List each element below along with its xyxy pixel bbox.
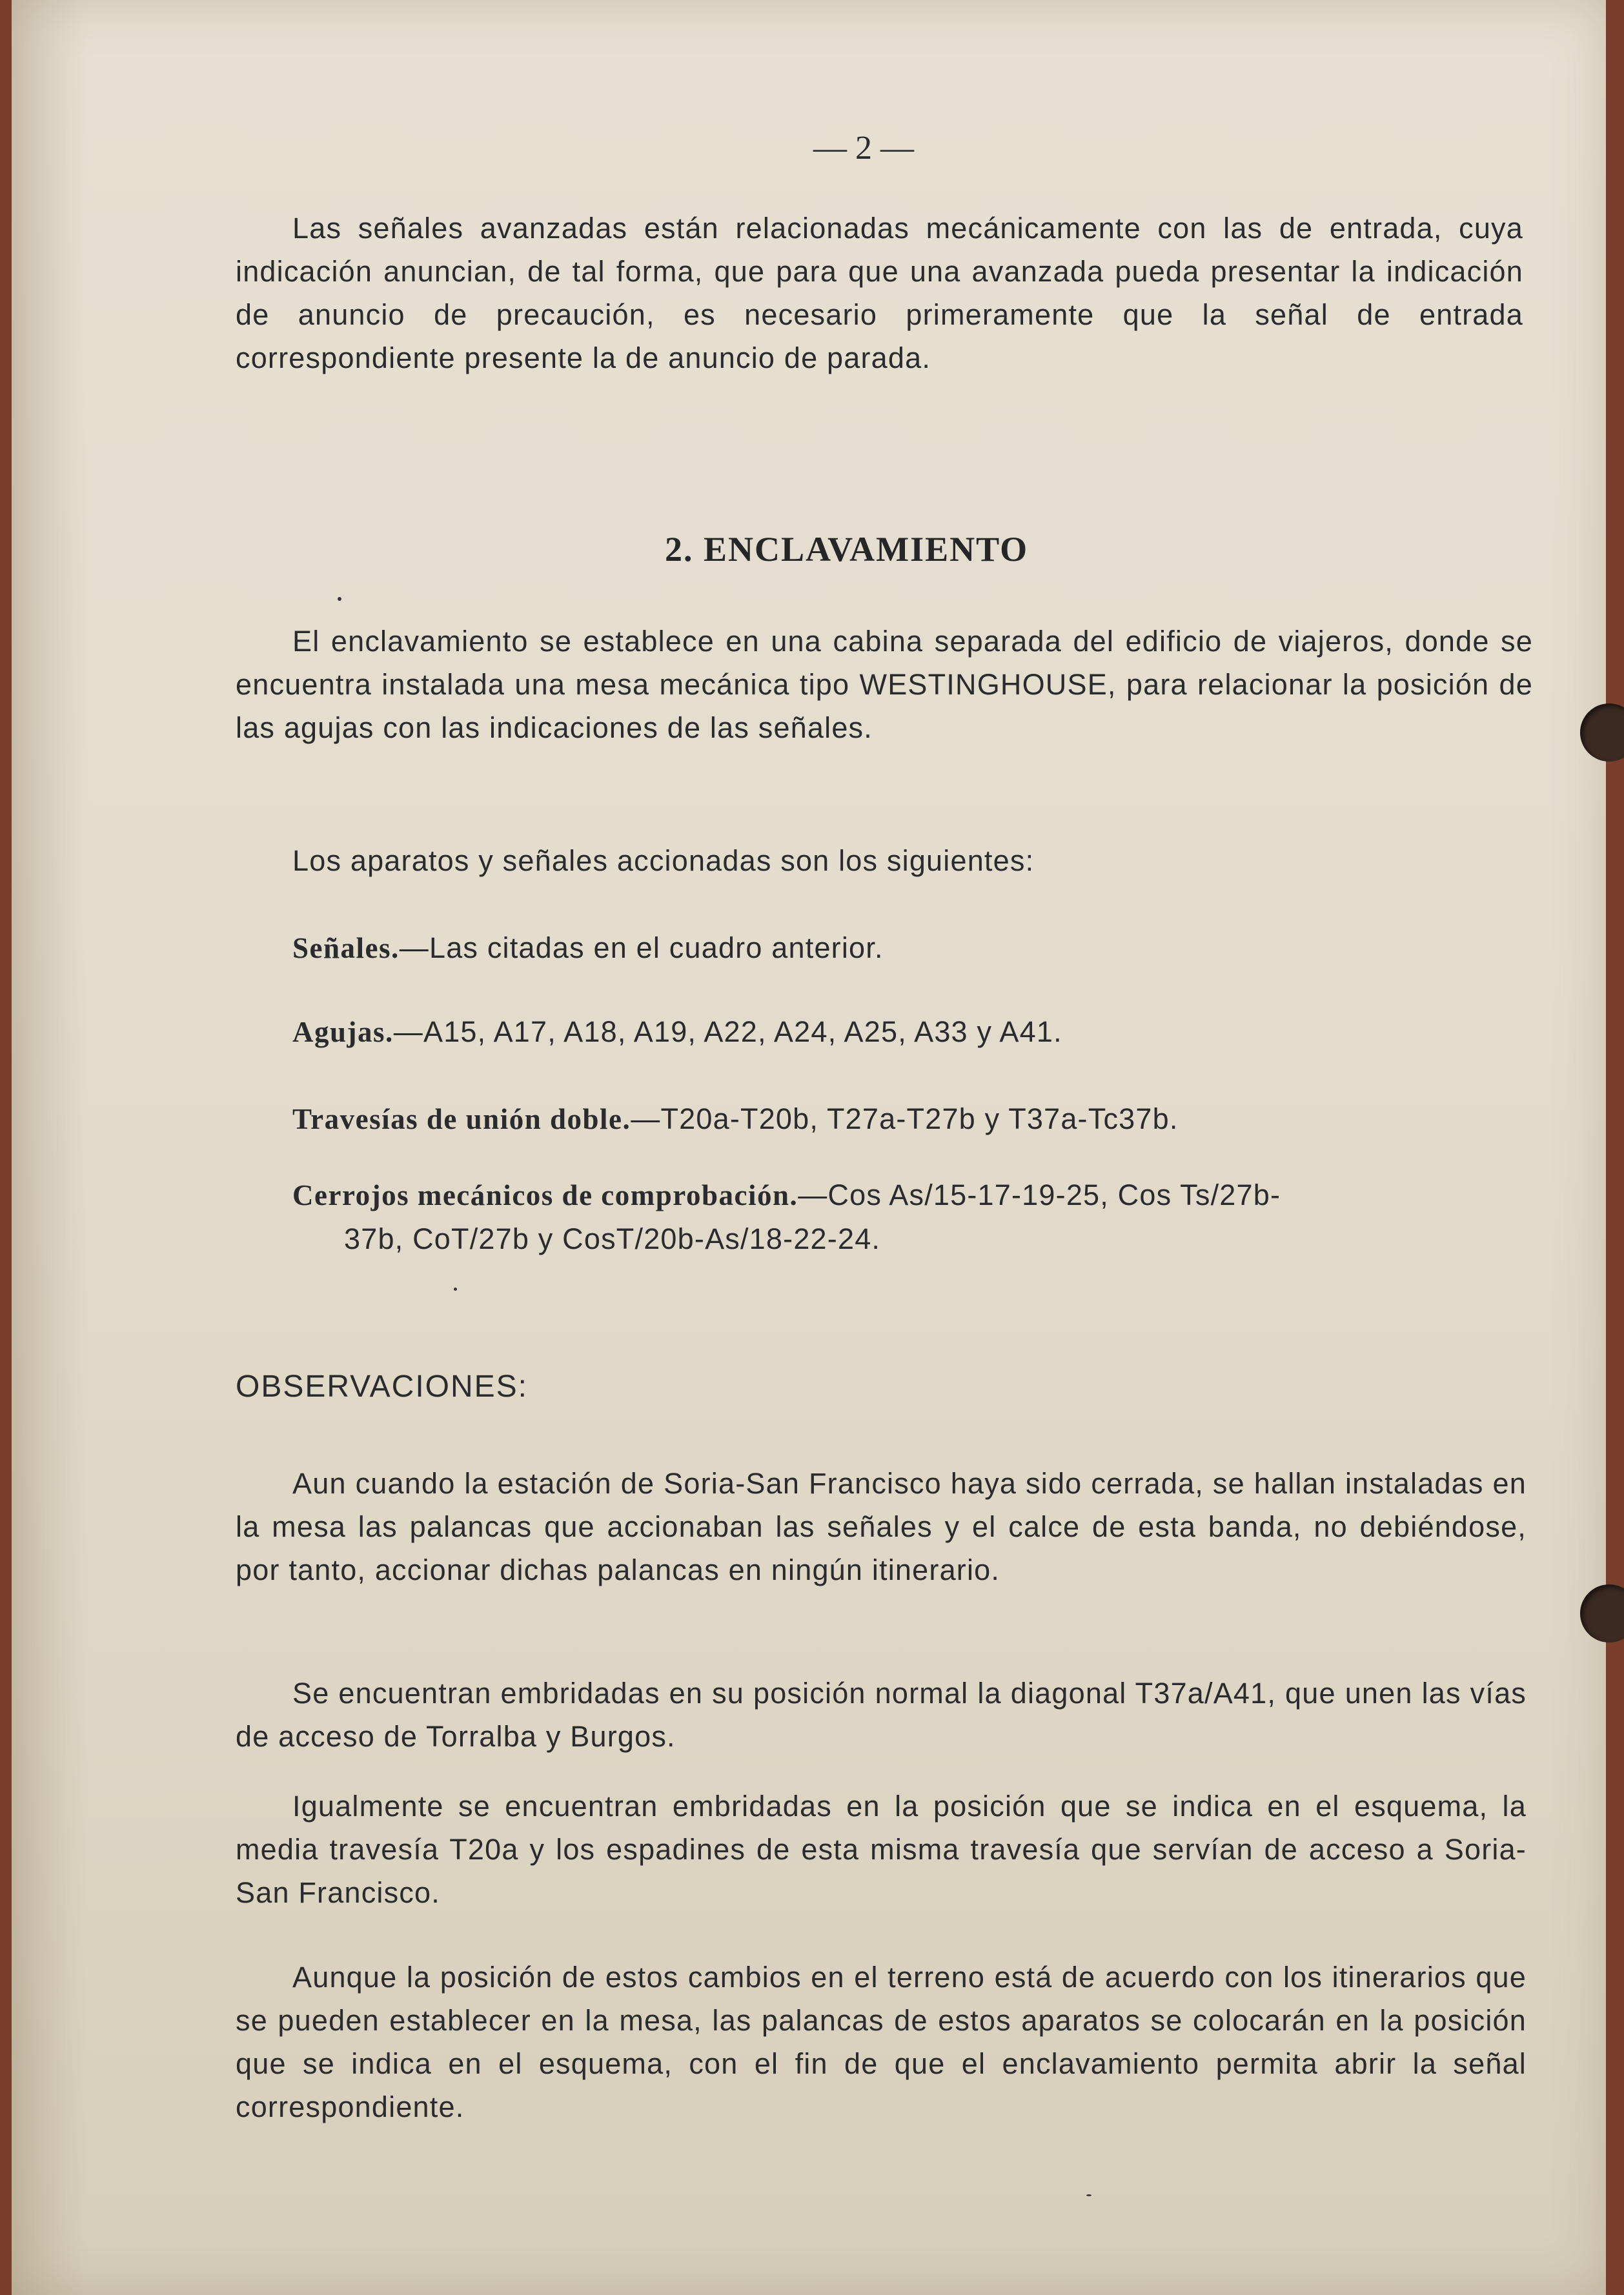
- observacion-paragraph: Aun cuando la estación de Soria-San Francisco haya sido cerrada, se hallan instaladas en la mesa las palancas que accionaban las señales y el calce de esta banda, no debiéndose, por tanto, accionar dichas palancas en ningún itinerario.: [236, 1467, 1527, 1586]
- item-label: Cerrojos mecánicos de comprobación.: [292, 1179, 798, 1211]
- item-text: —Las citadas en el cuadro anterior.: [399, 931, 884, 964]
- item-label: Travesías de unión doble.: [292, 1103, 631, 1135]
- list-item-travesias: [292, 1097, 1538, 1141]
- observaciones-title: OBSERVACIONES:: [236, 1370, 529, 1404]
- observacion-paragraph: Aunque la posición de estos cambios en el terreno está de acuerdo con los itinerarios que se pueden establecer en la mesa, las palancas de estos aparatos se colocarán en la posición que se indica en el esquema, con el fin de que el enclavamiento permita abrir la señal correspondiente.: [236, 1961, 1527, 2123]
- item-text: —T20a-T20b, T27a-T27b y T37a-Tc37b.: [631, 1102, 1179, 1135]
- paper-speck: [338, 597, 341, 601]
- list-item-cerrojos: [292, 1173, 1538, 1260]
- item-label: Señales.: [292, 932, 400, 964]
- page-edge-shadow: [12, 0, 89, 2295]
- enclavamiento-paragraph: El enclavamiento se establece en una cabina separada del edificio de viajeros, donde se encuentra instalada una mesa mecánica tipo WESTINGHOUSE, para relacionar la posición de las agujas con las indicaciones de las señales.: [236, 625, 1533, 744]
- punch-hole-bottom: [1580, 1584, 1624, 1643]
- page-number: — 2 —: [813, 130, 914, 167]
- item-text: —A15, A17, A18, A19, A22, A24, A25, A33 y A41.: [393, 1015, 1062, 1048]
- list-intro: Los aparatos y señales accionadas son los siguientes:: [292, 844, 1035, 877]
- section-heading: 2. ENCLAVAMIENTO: [665, 530, 1029, 569]
- paper-speck: [454, 1288, 457, 1291]
- list-item-senales: [292, 926, 1538, 970]
- observacion-paragraph: Igualmente se encuentran embridadas en la posición que se indica en el esquema, la media travesía T20a y los espadines de esta misma travesía que servían de acceso a Soria-San Francisco.: [236, 1790, 1527, 1909]
- paper-speck: [1086, 2194, 1091, 2196]
- intro-paragraph: Las señales avanzadas están relacionadas mecánicamente con las de entrada, cuya indicación anuncian, de tal forma, que para que una avanzada pueda presentar la indicación de anuncio de precaución, es necesario primeramente que la señal de entrada correspondiente presente la de anuncio de parada.: [236, 212, 1523, 374]
- item-text: —Cos As/15-17-19-25, Cos Ts/27b-: [798, 1178, 1281, 1211]
- list-item-agujas: [292, 1010, 1538, 1054]
- item-text-continuation: 37b, CoT/27b y CosT/20b-As/18-22-24.: [344, 1222, 881, 1255]
- punch-hole-top: [1580, 703, 1624, 762]
- observacion-paragraph: Se encuentran embridadas en su posición normal la diagonal T37a/A41, que unen las vías de acceso de Torralba y Burgos.: [236, 1677, 1527, 1753]
- item-label: Agujas.: [292, 1016, 394, 1048]
